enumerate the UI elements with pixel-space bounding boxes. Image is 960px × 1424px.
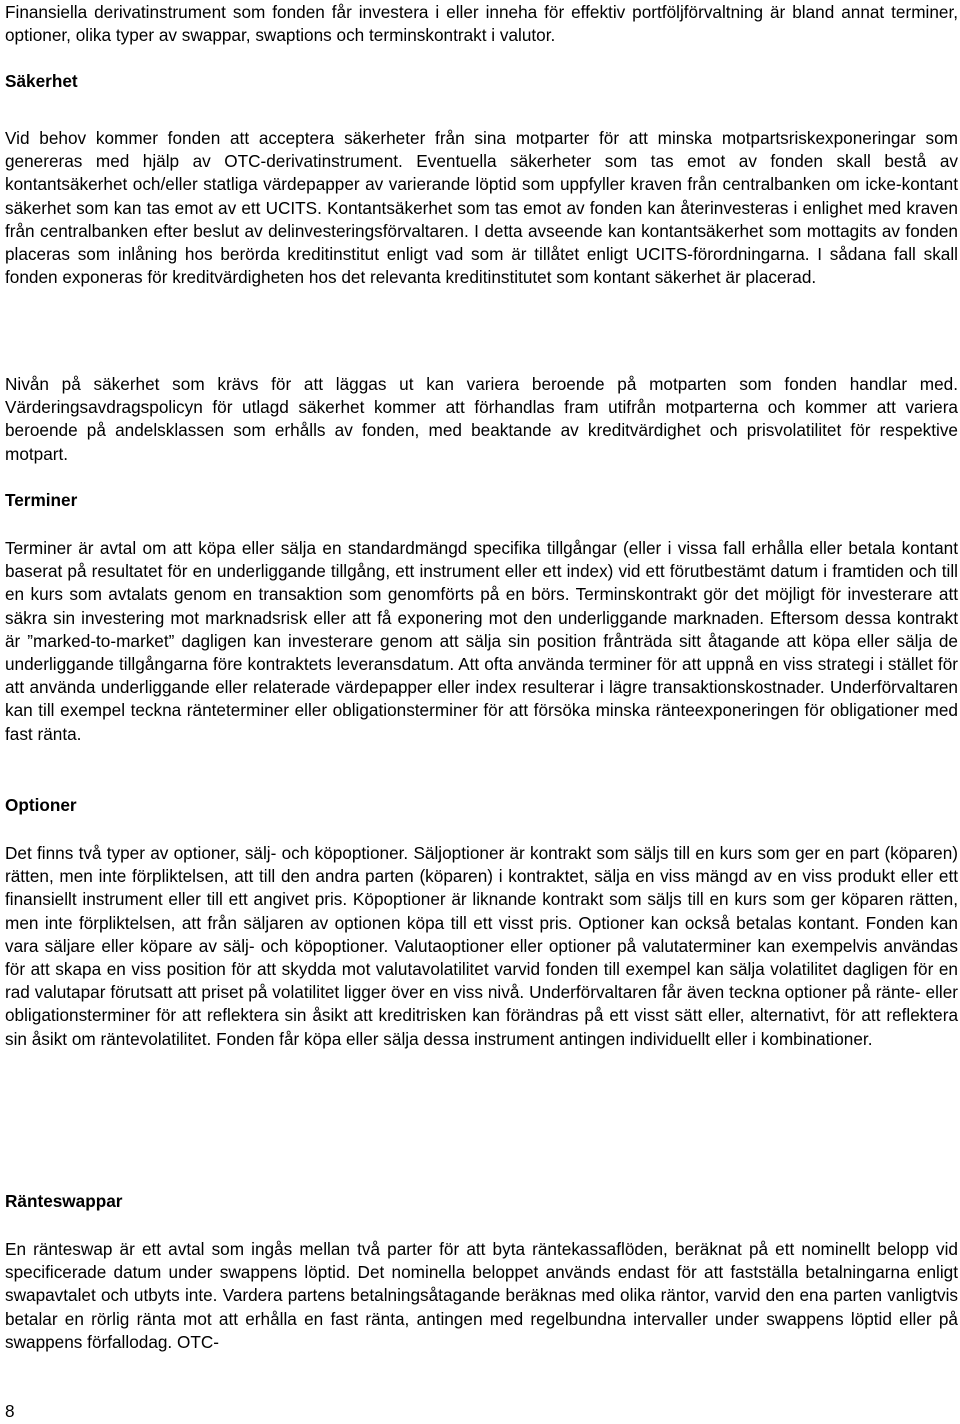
- heading-ranteswappar: Ränteswappar: [5, 1191, 123, 1211]
- ranteswappar-paragraph: En ränteswap är ett avtal som ingås mellan två parter för att byta räntekassaflöden, beräknat på ett nominellt belopp vid specificerade datum under swappens löptid. Det nominella beloppet används endast för att fastställa betalningarna enligt swapavtalet och utbyts inte. Vardera partens betalningsåtagande beräknas med olika räntor, varvid den ena parten vanligtvis betalar en rörlig ränta mot att erhålla en fast räntа, antingen med regelbundna intervaller under swappens löptid eller på swappens förfallodag. OTC-: [5, 1239, 958, 1352]
- intro-paragraph: Finansiella derivatinstrument som fonden får investera i eller inneha för effektiv portföljförvaltning är bland annat terminer, optioner, olika typer av swappar, swaptions och terminskontrakt i valutor.: [5, 2, 958, 46]
- terminer-paragraph: Terminer är avtal om att köpa eller sälja en standardmängd specifika tillgångar (eller i vissa fall erhålla eller betala kontant baserat på resultatet för en underliggande tillgång, ett instrument eller ett index) vid ett förutbestämt datum i framtiden och till en kurs som avtalats genom en transaktion som genomförts på en börs. Terminskontrakt gör det möjligt för investerare att säkra sin investering mot marknadsrisk eller att få exponering mot den underliggande marknaden. Eftersom dessa kontrakt är ”marked-to-market” dagligen kan investerare genom att sälja sin position frånträda sitt åtagande att köpa eller sälja de underliggande tillgångarna före kontraktets leveransdatum. Att ofta använda terminer för att uppnå en viss strategi i stället för att använda underliggande eller relaterade värdepapper eller index resulterar i lägre transaktionskostnader. Underförvaltaren kan till exempel teckna ränteterminer eller obligationsterminer för att försöka minska ränteexponeringen för obligationer med fast ränta.: [5, 538, 958, 744]
- heading-optioner: Optioner: [5, 795, 77, 815]
- heading-terminer: Terminer: [5, 490, 78, 510]
- page-number: 8: [5, 1401, 15, 1421]
- sakerhet-paragraph-1: Vid behov kommer fonden att acceptera säkerheter från sina motparter för att minska motpartsriskexponeringar som genereras med hjälp av OTC-derivatinstrument. Eventuella säkerheter som tas emot av fonden skall bestå av kontantsäkerhet och/eller statliga värdepapper av varierande löptid som uppfyller kraven från centralbanken om icke-kontant säkerhet som kan tas emot av ett UCITS. Kontantsäkerhet som tas emot av fonden kan återinvesteras i enlighet med kraven från centralbanken efter beslut av delinvesteringsförvaltaren. I detta avseende kan kontantsäkerhet som mottagits av fonden placeras som inlåning hos berörda kreditinstitut enligt vad som är tillåtet enligt UCITS-förordningarna. I sådana fall skall fonden exponeras för kreditvärdigheten hos det relevanta kreditinstitutet som kontant säkerhet är placerad.: [5, 128, 958, 288]
- optioner-paragraph: Det finns två typer av optioner, sälj- och köpoptioner. Säljoptioner är kontrakt som säljs till en kurs som ger en part (köparen) rätten, men inte förpliktelsen, att till den andra parten (köparen) i kontraktet, sälja en viss mängd av en viss produkt eller ett finansiellt instrument eller till ett angivet pris. Köpoptioner är liknande kontrakt som säljs till en kurs som ger köparen rätten, men inte förpliktelsen, att från säljaren av optionen köpa till ett visst pris. Optioner kan också betalas kontant. Fonden kan vara säljare eller köpare av sälj- och köpoptioner. Valutaoptioner eller optioner på valutaterminer kan exempelvis användas för att skapa en viss position för att skydda mot valutavolatilitet varvid fonden till exempel kan sälja volatilitet dagligen för en rad valutapar förutsatt att priset på volatilitet ligger över en viss nivå. Underförvaltaren får även teckna optioner på ränte- eller obligationsterminer för att reflektera sin åsikt att kreditrisken kan förändras på ett visst sätt eller, alternativt, för att reflektera sin åsikt om räntevolatilitet. Fonden får köpa eller sälja dessa instrument antingen individuellt eller i kombinationer.: [5, 843, 958, 1049]
- sakerhet-paragraph-2: Nivån på säkerhet som krävs för att läggas ut kan variera beroende på motparten som fonden handlar med. Värderingsavdragspolicyn för utlagd säkerhet kommer att förhandlas fram utifrån motparterna och kommer att variera beroende på andelsklassen som erhålls av fonden, med beaktande av kreditvärdighet och prisvolatilitet för respektive motpart.: [5, 374, 958, 464]
- heading-sakerhet: Säkerhet: [5, 71, 78, 91]
